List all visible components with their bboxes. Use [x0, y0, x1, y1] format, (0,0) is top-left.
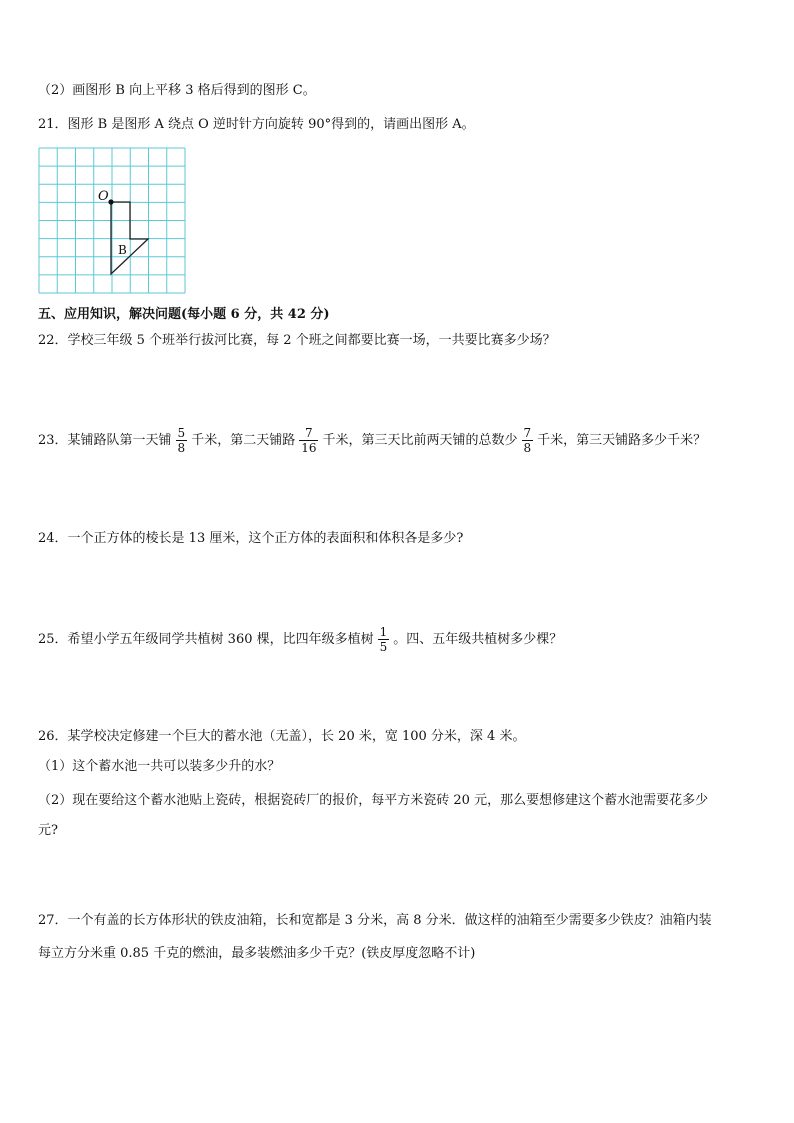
rotation-grid-figure: [38, 147, 188, 295]
question-20-part-2: （2）画图形 B 向上平移 3 格后得到的图形 C。: [38, 83, 316, 98]
shape-b-label: B: [118, 243, 127, 257]
fraction-7-16: $\frac{7}{16}$: [301, 426, 317, 455]
question-27: 27．一个有盖的长方体形状的铁皮油箱，长和宽都是 3 分米，高 8 分米．做这样的油箱至少需要多少铁皮？油箱内装: [38, 913, 712, 928]
shape-b-outline: [111, 202, 148, 274]
question-26-part-2: （2）现在要给这个蓄水池贴上瓷砖，根据瓷砖厂的报价，每平方米瓷砖 20 元，那么要想修建这个蓄水池需要花多少: [38, 793, 709, 808]
question-23: 23．某铺路队第一天铺 $\frac{5}{8}$ 千米，第二天铺路 $\frac{7}{16}$ 千米，第三天比前两天铺的总数少 $\frac{7}{8}$ 千米，第三天铺路多少千米？: [38, 426, 707, 455]
question-22: 22．学校三年级 5 个班举行拔河比赛，每 2 个班之间都要比赛一场，一共要比赛多少场？: [38, 333, 556, 348]
point-o: [108, 199, 113, 204]
question-26-part-2-continued: 元?: [38, 823, 58, 838]
fraction-7-8: $\frac{7}{8}$: [523, 426, 532, 455]
point-o-label: O: [98, 189, 109, 204]
fraction-1-5: $\frac{1}{5}$: [379, 625, 388, 654]
question-27-continued: 每立方分米重 0.85 千克的燃油，最多装燃油多少千克？(铁皮厚度忽略不计): [38, 946, 476, 961]
question-21: 21．图形 B 是图形 A 绕点 O 逆时针方向旋转 90°得到的，请画出图形 A。: [38, 117, 475, 132]
fraction-5-8: $\frac{5}{8}$: [177, 426, 186, 455]
grid-lines: [39, 148, 185, 293]
question-25: 25．希望小学五年级同学共植树 360 棵，比四年级多植树 $\frac{1}{5}$ 。四、五年级共植树多少棵？: [38, 625, 563, 654]
question-26-part-1: （1）这个蓄水池一共可以装多少升的水？: [38, 759, 281, 774]
question-24: 24．一个正方体的棱长是 13 厘米，这个正方体的表面积和体积各是多少?: [38, 531, 464, 546]
section-5-heading: 五、应用知识，解决问题(每小题 6 分，共 42 分): [38, 307, 330, 322]
question-26: 26．某学校决定修建一个巨大的蓄水池（无盖），长 20 米，宽 100 分米，深 4 米。: [38, 729, 526, 744]
